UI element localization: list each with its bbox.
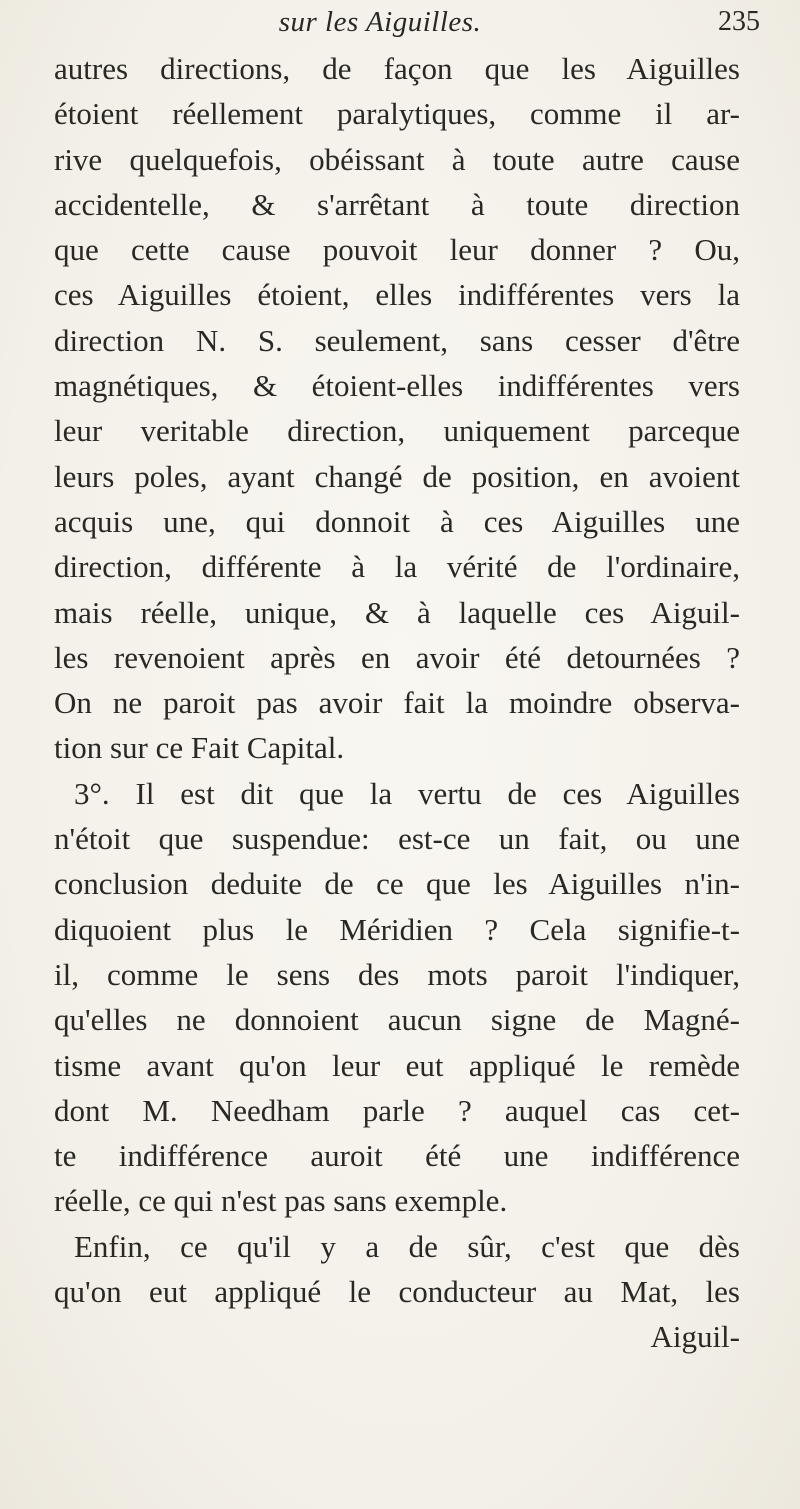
text-line: leurs poles, ayant changé de position, en avoient <box>54 458 740 494</box>
text-line: On ne paroit pas avoir fait la moindre observa- <box>54 685 740 721</box>
text-line: ces Aiguilles étoient, elles indifférentes vers la <box>54 277 740 313</box>
text-line: les revenoient après en avoir été detournées ? <box>54 639 740 675</box>
page-number: 235 <box>718 6 760 37</box>
text-line: acquis une, qui donnoit à ces Aiguilles une <box>54 503 740 539</box>
text-line: direction, différente à la vérité de l'ordinaire, <box>54 549 740 585</box>
text-line: tisme avant qu'on leur eut appliqué le remède <box>54 1047 740 1083</box>
text-line: 3°. Il est dit que la vertu de ces Aiguilles <box>74 775 740 811</box>
text-line: te indifférence auroit été une indifférence <box>54 1138 740 1174</box>
text-line: diquoient plus le Méridien ? Cela signifie-t- <box>54 911 740 947</box>
text-line: qu'elles ne donnoient aucun signe de Magné- <box>54 1002 740 1038</box>
page-header <box>0 4 800 40</box>
body-text <box>54 46 740 1360</box>
text-line: n'étoit que suspendue: est-ce un fait, ou une <box>54 821 740 857</box>
text-line: mais réelle, unique, & à laquelle ces Aiguil- <box>54 594 740 630</box>
text-line: tion sur ce Fait Capital. <box>54 730 345 766</box>
text-line: magnétiques, & étoient-elles indifférentes vers <box>54 368 740 404</box>
text-line: il, comme le sens des mots paroit l'indiquer, <box>54 956 740 992</box>
text-line: rive quelquefois, obéissant à toute autre cause <box>54 141 740 177</box>
text-line: que cette cause pouvoit leur donner ? Ou, <box>54 232 740 268</box>
catchword: Aiguil- <box>650 1319 740 1355</box>
text-line: direction N. S. seulement, sans cesser d'être <box>54 322 740 358</box>
text-line: réelle, ce qui n'est pas sans exemple. <box>54 1183 508 1219</box>
text-line: conclusion deduite de ce que les Aiguilles n'in- <box>54 866 740 902</box>
text-line: qu'on eut appliqué le conducteur au Mat, les <box>54 1274 740 1310</box>
text-line: dont M. Needham parle ? auquel cas cet- <box>54 1092 740 1128</box>
text-line: accidentelle, & s'arrêtant à toute direction <box>54 186 740 222</box>
running-title: sur les Aiguilles. <box>278 6 482 38</box>
text-line: étoient réellement paralytiques, comme il ar- <box>54 96 740 132</box>
text-line: autres directions, de façon que les Aiguilles <box>54 51 740 86</box>
text-line: leur veritable direction, uniquement parceque <box>54 413 740 449</box>
text-line: Enfin, ce qu'il y a de sûr, c'est que dès <box>74 1228 740 1264</box>
